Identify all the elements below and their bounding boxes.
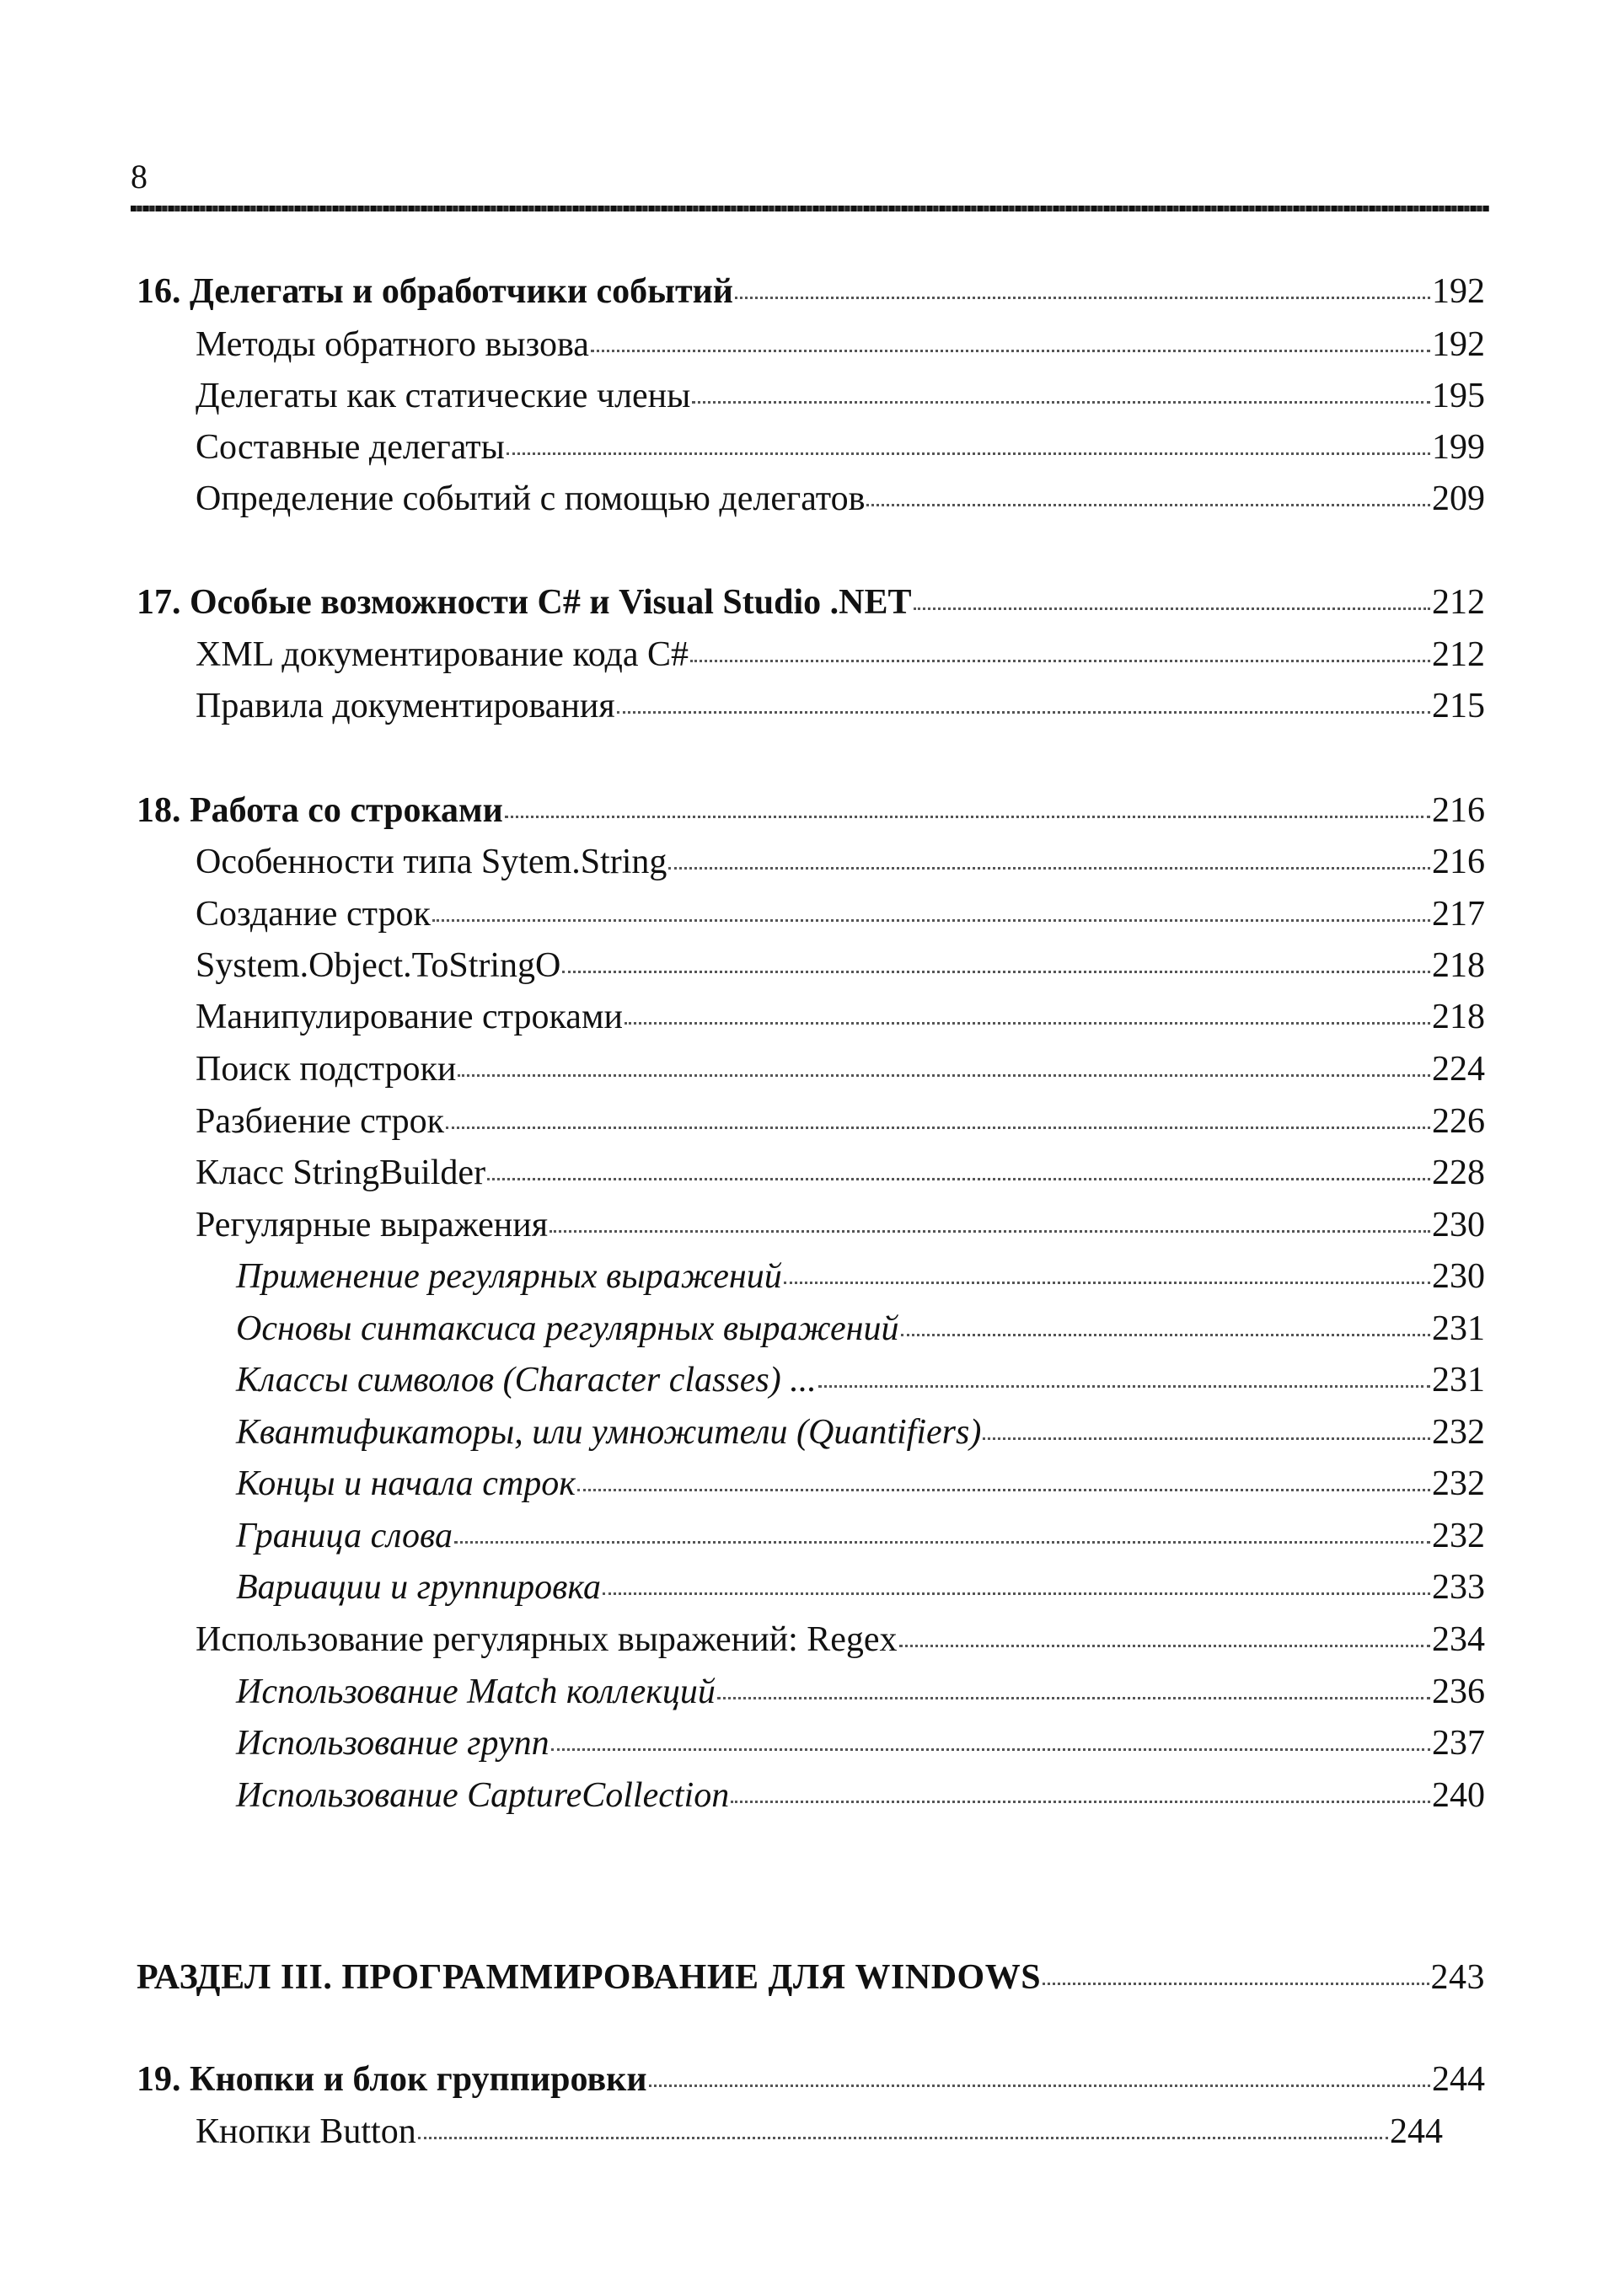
- toc-entry-title: РАЗДЕЛ III. ПРОГРАММИРОВАНИЕ ДЛЯ WINDOWS: [137, 1958, 1042, 1997]
- toc-entry[interactable]: [236, 1308, 1485, 1350]
- toc-entry[interactable]: [236, 1774, 1485, 1817]
- dot-leader: [454, 1539, 1430, 1544]
- toc-entry[interactable]: [236, 1463, 1485, 1505]
- toc-entry-page: 244: [1390, 2112, 1443, 2151]
- dot-leader: [818, 1383, 1430, 1388]
- toc-entry[interactable]: [236, 1671, 1485, 1713]
- toc-entry-part-3[interactable]: [137, 1956, 1485, 1999]
- toc-entry-page: 228: [1432, 1153, 1485, 1192]
- dot-leader: [549, 1228, 1430, 1233]
- dot-leader: [603, 1590, 1430, 1595]
- toc-entry-title: Определение событий с помощью делегатов: [196, 479, 866, 518]
- toc-entry-chapter-17[interactable]: [137, 581, 1485, 624]
- toc-entry-chapter-16[interactable]: [137, 270, 1485, 313]
- toc-entry-title: Использование CaptureCollection: [236, 1776, 730, 1815]
- page-number: 8: [131, 158, 147, 195]
- toc-entry[interactable]: [196, 841, 1485, 883]
- toc-entry-page: 218: [1432, 946, 1485, 985]
- dot-leader: [617, 709, 1430, 714]
- toc-entry-page: 216: [1432, 843, 1485, 881]
- toc-entry-title: Применение регулярных выражений: [236, 1257, 782, 1296]
- toc-entry-title: XML документирование кода C#: [196, 635, 689, 674]
- toc-entry[interactable]: [196, 324, 1485, 366]
- toc-entry-title: Правила документирования: [196, 687, 615, 725]
- toc-entry[interactable]: [196, 426, 1485, 468]
- toc-entry-page: 195: [1432, 377, 1485, 415]
- dot-leader: [668, 864, 1430, 870]
- toc-entry-title: Вариации и группировка: [236, 1568, 601, 1607]
- dot-leader: [914, 605, 1431, 610]
- toc-entry-title: 16. Делегаты и обработчики событий: [137, 272, 733, 311]
- toc-entry-page: 218: [1432, 998, 1485, 1036]
- toc-entry-page: 215: [1432, 687, 1485, 725]
- toc-entry[interactable]: [196, 2111, 1443, 2153]
- dot-leader: [649, 2082, 1430, 2087]
- toc-entry-title: Методы обратного вызова: [196, 325, 589, 364]
- toc-entry-page: 199: [1432, 428, 1485, 467]
- toc-entry-page: 212: [1432, 635, 1485, 674]
- dot-leader: [731, 1798, 1430, 1803]
- dot-leader: [507, 450, 1430, 455]
- dot-leader: [505, 813, 1430, 818]
- toc-entry[interactable]: [196, 893, 1485, 935]
- toc-entry-page: 224: [1432, 1050, 1485, 1089]
- toc-entry-title: Классы символов (Character classes) ...: [236, 1361, 817, 1400]
- toc-entry-page: 233: [1432, 1568, 1485, 1607]
- toc-entry-page: 231: [1432, 1309, 1485, 1348]
- toc-entry[interactable]: [236, 1411, 1485, 1453]
- toc-entry[interactable]: [236, 1566, 1485, 1608]
- toc-entry-title: Квантификаторы, или умножители (Quantifiers): [236, 1413, 982, 1452]
- toc-entry-page: 192: [1432, 272, 1485, 311]
- toc-entry-title: Манипулирование строками: [196, 998, 623, 1036]
- toc-entry-page: 232: [1432, 1517, 1485, 1555]
- toc-entry-title: Класс StringBuilder: [196, 1153, 486, 1192]
- toc-entry-page: 237: [1432, 1724, 1485, 1763]
- toc-entry-page: 212: [1432, 583, 1485, 622]
- toc-entry-title: Концы и начала строк: [236, 1464, 576, 1503]
- toc-entry-title: 18. Работа со строками: [137, 791, 503, 830]
- toc-entry-title: Использование регулярных выражений: Regex: [196, 1620, 898, 1659]
- toc-entry[interactable]: [196, 1048, 1485, 1090]
- toc-entry[interactable]: [236, 1515, 1485, 1557]
- dot-leader: [591, 347, 1430, 352]
- dot-leader: [692, 399, 1430, 404]
- toc-entry[interactable]: [236, 1255, 1485, 1298]
- dot-leader: [446, 1124, 1430, 1129]
- toc-entry-title: Поиск подстроки: [196, 1050, 457, 1089]
- toc-entry-title: Регулярные выражения: [196, 1206, 549, 1244]
- toc-entry-page: 217: [1432, 895, 1485, 934]
- toc-entry[interactable]: [196, 375, 1485, 417]
- dot-leader: [735, 294, 1430, 299]
- toc-entry-page: 243: [1430, 1958, 1485, 1997]
- toc-entry-title: 19. Кнопки и блок группировки: [137, 2060, 647, 2099]
- dot-leader: [690, 657, 1430, 662]
- toc-entry-title: System.Object.ToStringO: [196, 946, 561, 985]
- toc-entry-page: 226: [1432, 1102, 1485, 1141]
- toc-entry-page: 209: [1432, 479, 1485, 518]
- dot-leader: [1043, 1980, 1429, 1985]
- toc-entry-title: Особенности типа Sytem.String: [196, 843, 667, 881]
- toc-entry-title: Создание строк: [196, 895, 431, 934]
- toc-entry-title: Основы синтаксиса регулярных выражений: [236, 1309, 899, 1348]
- toc-entry-title: Делегаты как статические члены: [196, 377, 691, 415]
- toc-entry[interactable]: [196, 1152, 1485, 1194]
- toc-entry-title: Составные делегаты: [196, 428, 505, 467]
- dot-leader: [625, 1020, 1430, 1025]
- toc-entry-page: 216: [1432, 791, 1485, 830]
- toc-entry[interactable]: [196, 634, 1485, 676]
- toc-entry-title: 17. Особые возможности C# и Visual Studio .NET: [137, 583, 912, 622]
- toc-entry[interactable]: [196, 996, 1485, 1038]
- dot-leader: [577, 1486, 1430, 1491]
- toc-entry-title: Разбиение строк: [196, 1102, 445, 1141]
- toc-entry[interactable]: [196, 1204, 1485, 1246]
- toc-entry[interactable]: [196, 478, 1485, 520]
- toc-entry-page: 236: [1432, 1672, 1485, 1711]
- dot-leader: [418, 2134, 1388, 2139]
- toc-entry-page: 231: [1432, 1361, 1485, 1400]
- toc-entry-title: Граница слова: [236, 1517, 453, 1555]
- toc-entry-page: 240: [1432, 1776, 1485, 1815]
- toc-entry-title: Кнопки Button: [196, 2112, 416, 2151]
- dot-leader: [551, 1746, 1430, 1751]
- toc-entry[interactable]: [236, 1722, 1485, 1764]
- toc-entry-page: 232: [1432, 1464, 1485, 1503]
- toc-entry[interactable]: [196, 1100, 1485, 1143]
- dot-leader: [983, 1435, 1430, 1440]
- toc-entry-chapter-18[interactable]: [137, 789, 1485, 832]
- toc-entry-title: Использование Match коллекций: [236, 1672, 716, 1711]
- dot-leader: [458, 1072, 1430, 1077]
- toc-entry-page: 232: [1432, 1413, 1485, 1452]
- dot-leader: [901, 1331, 1430, 1336]
- toc-entry[interactable]: [236, 1359, 1485, 1401]
- toc-entry-page: 230: [1432, 1257, 1485, 1296]
- toc-entry-title: Использование групп: [236, 1724, 549, 1763]
- toc-entry-chapter-19[interactable]: [137, 2058, 1485, 2101]
- dot-leader: [784, 1279, 1430, 1284]
- toc-entry-page: 234: [1432, 1620, 1485, 1659]
- toc-entry[interactable]: [196, 945, 1485, 987]
- toc-entry[interactable]: [196, 1619, 1485, 1661]
- dot-leader: [717, 1694, 1430, 1699]
- dot-leader: [866, 501, 1430, 506]
- dot-leader: [562, 968, 1430, 973]
- toc-entry-page: 230: [1432, 1206, 1485, 1244]
- dot-leader: [899, 1642, 1430, 1647]
- toc-entry[interactable]: [196, 685, 1485, 727]
- dot-leader: [487, 1175, 1430, 1180]
- toc-entry-page: 192: [1432, 325, 1485, 364]
- dot-leader: [432, 917, 1430, 922]
- toc-entry-page: 244: [1432, 2060, 1485, 2099]
